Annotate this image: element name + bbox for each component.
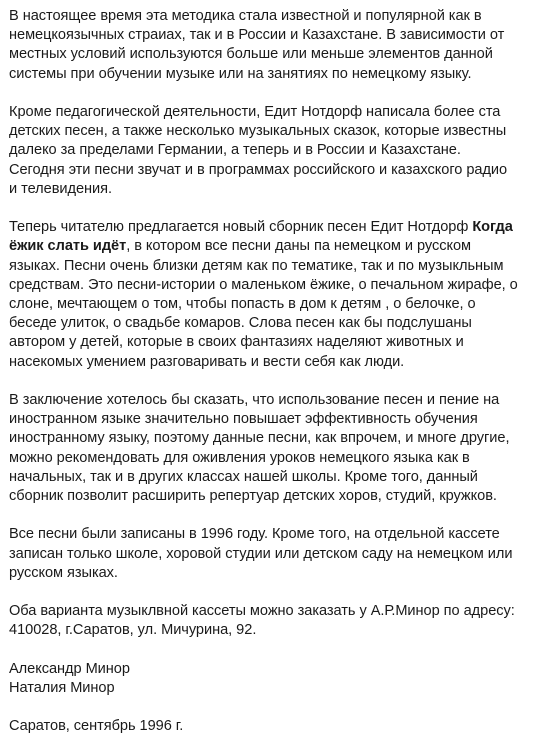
text-line: далеко за пределами Германии, а теперь и в России и Казахстане.: [9, 142, 461, 159]
place-date: [9, 717, 543, 736]
text-line: языках. Песни очень близки детям как по тематике, так и по музыкльным: [9, 257, 504, 274]
text-line: насекомых умением разговаривать и вести себя как люди.: [9, 353, 405, 370]
text-line: сборник позволит расширить репертуар детских хоров, студий, кружков.: [9, 488, 497, 505]
paragraph-conclusion: [9, 391, 543, 506]
text-line: Оба варианта музыклвной кассеты можно заказать у А.Р.Минор по адресу:: [9, 603, 515, 620]
text-line: [9, 218, 543, 237]
text-line: Все песни были записаны в 1996 году. Кроме того, на отдельной кассете: [9, 526, 500, 543]
text-line: беседе улиток, о свадьбе комаров. Слова песен как бы подслушаны: [9, 315, 472, 332]
text-line: автором у детей, которые в своих фантазиях наделяют животных и: [9, 334, 464, 351]
text-line: местных условий используются больше или меньше элементов данной: [9, 46, 493, 63]
text-segment: Теперь читателю предлагается новый сборник песен Едит Нотдорф: [9, 219, 473, 236]
text-line: записан только школе, хоровой студии или детском саду на немецком или: [9, 545, 513, 562]
paragraph-order-address: [9, 602, 543, 640]
text-line: начальных, так и в других классах нашей школы. Кроме того, данный: [9, 468, 478, 485]
text-line: 410028, г.Саратов, ул. Мичурина, 92.: [9, 622, 257, 639]
text-line: немецкоязычных страиах, так и в России и Казахстане. В зависимости от: [9, 27, 505, 44]
signature-name: Александр Минор: [9, 660, 130, 677]
text-line: [9, 237, 543, 256]
text-line: детских песен, а также несколько музыкальных сказок, которые известны: [9, 123, 507, 140]
paragraph-recordings: [9, 525, 543, 583]
book-title-part-1: Когда: [472, 219, 513, 236]
text-line: слоне, мечтающем о том, чтобы попасть в дом к детям , о белочке, о: [9, 296, 476, 313]
text-line: В настоящее время эта методика стала известной и популярной как в: [9, 8, 482, 24]
text-line: В заключение хотелось бы сказать, что использование песен и пение на: [9, 392, 500, 409]
text-line: Кроме педагогической деятельности, Едит Нотдорф написала более ста: [9, 104, 501, 120]
text-line: русском языках.: [9, 564, 118, 581]
text-line: Саратов, сентябрь 1996 г.: [9, 718, 184, 735]
text-line: иностранном языке значительно повышает эффективность обучения: [9, 411, 478, 428]
paragraph-methodology: [9, 7, 543, 84]
text-line: и телевидения.: [9, 180, 112, 197]
signature-name: Наталия Минор: [9, 680, 115, 697]
book-title-part-2: ёжик слать идёт: [9, 238, 127, 255]
text-line: можно рекомендовать для оживления уроков немецкого языка как в: [9, 449, 470, 466]
text-segment: , в котором все песни даны па немецком и русском: [126, 238, 472, 255]
document-page: [9, 7, 543, 737]
text-line: средствам. Это песни-истории о маленьком ёжике, о печальном жирафе, о: [9, 276, 518, 293]
text-line: иностранному языку, поэтому данные песни, как впрочем, и многе другие,: [9, 430, 510, 447]
text-line: системы при обучении музыке или на занятиях по немецкому языку.: [9, 65, 472, 82]
paragraph-new-collection: [9, 218, 543, 372]
text-line: Сегодня эти песни звучат и в программах российского и казахского радио: [9, 161, 508, 178]
signature-block: [9, 660, 543, 698]
paragraph-author-work: [9, 103, 543, 199]
